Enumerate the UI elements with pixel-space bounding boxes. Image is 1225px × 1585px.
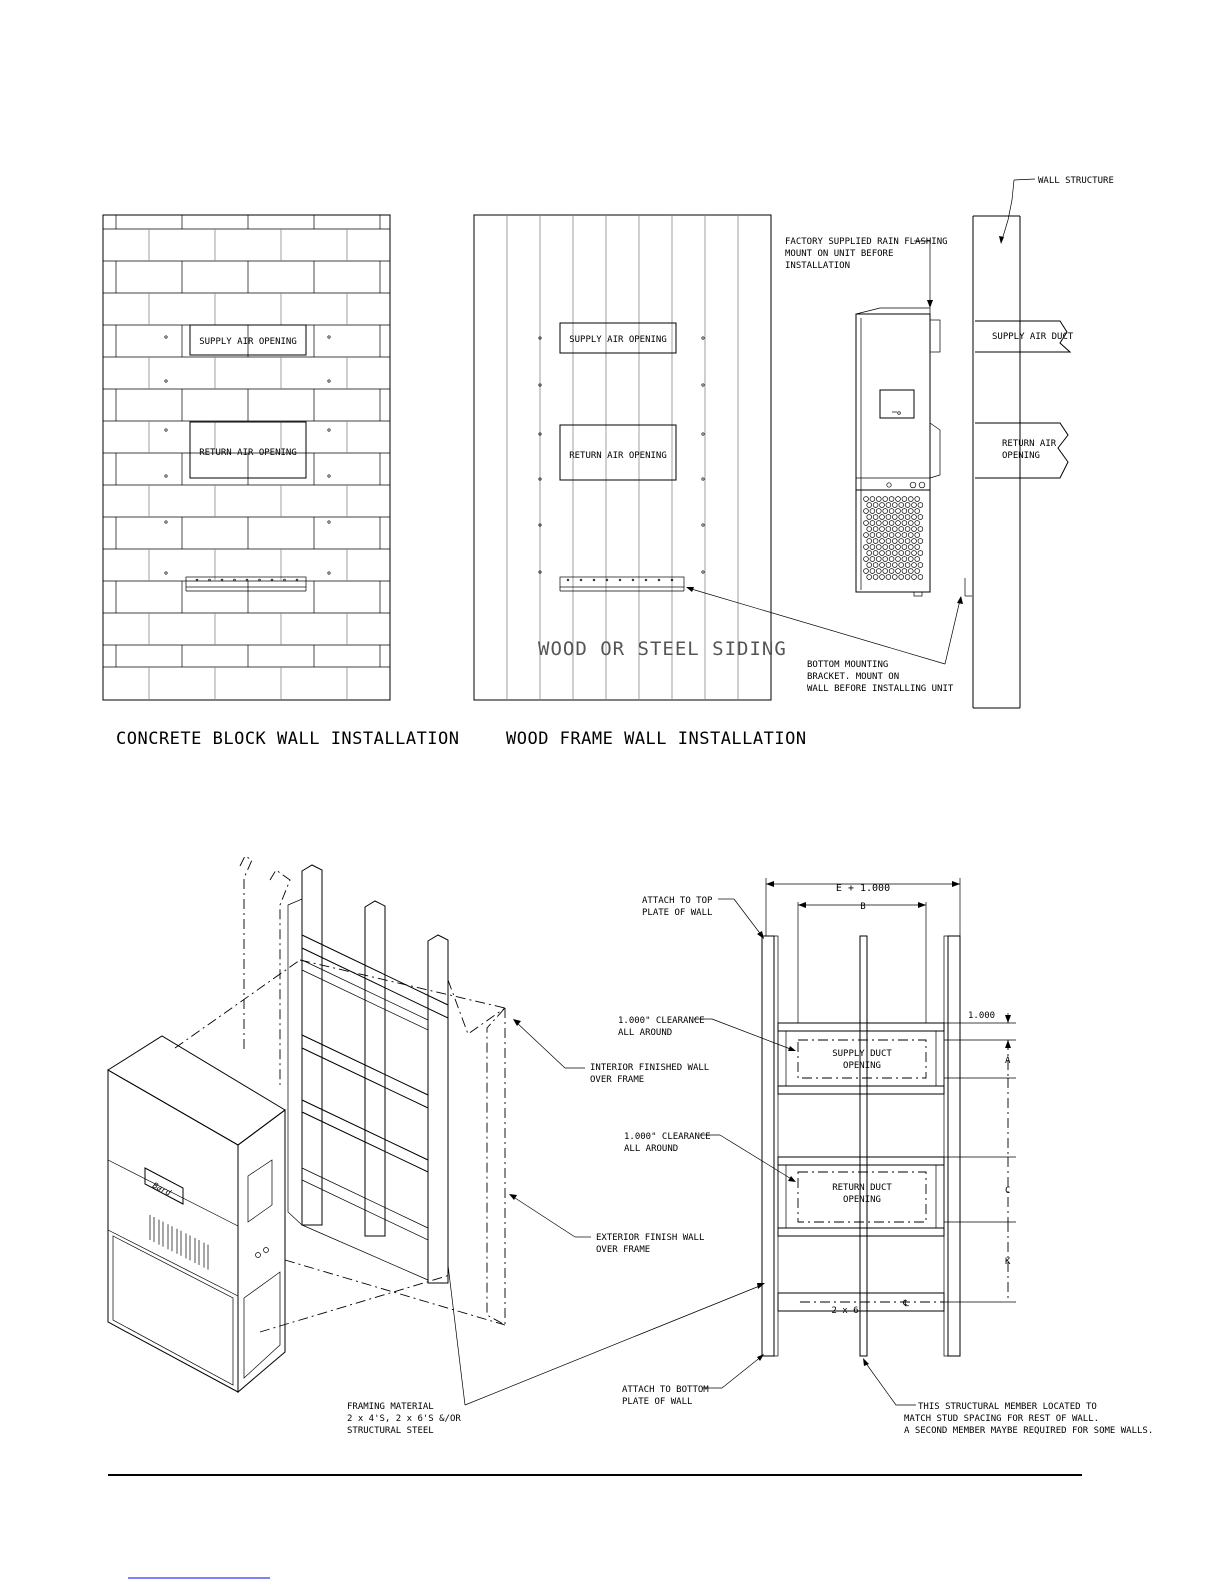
siding-supply-label: SUPPLY AIR OPENING (569, 335, 667, 345)
siding-label: WOOD OR STEEL SIDING (538, 638, 787, 660)
clearance-2-line-1: 1.000" CLEARANCE (624, 1132, 711, 1142)
interior-wall-line-2: OVER FRAME (590, 1075, 645, 1085)
concrete-title: CONCRETE BLOCK WALL INSTALLATION (116, 729, 460, 749)
attach-bottom-line-2: PLATE OF WALL (622, 1397, 693, 1407)
dim-c-label: C (1005, 1186, 1011, 1196)
block-return-label: RETURN AIR OPENING (199, 448, 297, 458)
siding-bottom-bracket (560, 577, 684, 591)
block-supply-label: SUPPLY AIR OPENING (199, 337, 297, 347)
dim-1000-label: 1.000 (968, 1011, 996, 1021)
rain-flashing-line-2: MOUNT ON UNIT BEFORE (785, 249, 894, 259)
siding-return-label: RETURN AIR OPENING (569, 451, 667, 461)
bottom-bracket-line-1: BOTTOM MOUNTING (807, 660, 889, 670)
supply-duct-line-2: OPENING (843, 1061, 881, 1071)
wood-title: WOOD FRAME WALL INSTALLATION (506, 729, 807, 749)
bottom-bracket-line-2: BRACKET. MOUNT ON (807, 672, 900, 682)
centerline-symbol: ℄ (903, 1299, 909, 1309)
exterior-wall-line-2: OVER FRAME (596, 1245, 651, 1255)
framing-material-line-3: STRUCTURAL STEEL (347, 1426, 434, 1436)
block-bottom-bracket (186, 577, 306, 591)
supply-air-duct-label: SUPPLY AIR DUCT (992, 332, 1074, 342)
dim-a-label: A (1005, 1056, 1011, 1066)
attach-top-line-1: ATTACH TO TOP (642, 896, 713, 906)
framing-material-line-1: FRAMING MATERIAL (347, 1402, 434, 1412)
dim-k-label: K (1005, 1257, 1011, 1267)
return-air-side-line-1: RETURN AIR (1002, 439, 1057, 449)
supply-duct-line-1: SUPPLY DUCT (832, 1049, 892, 1059)
dim-b-label: B (860, 902, 866, 912)
bottom-bracket-line-3: WALL BEFORE INSTALLING UNIT (807, 684, 954, 694)
clearance-1-line-1: 1.000" CLEARANCE (618, 1016, 705, 1026)
attach-top-line-2: PLATE OF WALL (642, 908, 713, 918)
framing-material-line-2: 2 x 4'S, 2 x 6'S &/OR (347, 1414, 461, 1424)
wall-structure-label: WALL STRUCTURE (1038, 176, 1114, 186)
clearance-1-line-2: ALL AROUND (618, 1028, 673, 1038)
side-view (856, 216, 1070, 708)
return-duct-line-2: OPENING (843, 1195, 881, 1205)
interior-wall-line-1: INTERIOR FINISHED WALL (590, 1063, 710, 1073)
exterior-wall-line-1: EXTERIOR FINISH WALL (596, 1233, 705, 1243)
rain-flashing-line-3: INSTALLATION (785, 261, 851, 271)
unit-side-grille (864, 497, 923, 580)
return-air-side-line-2: OPENING (1002, 451, 1040, 461)
clearance-2-line-2: ALL AROUND (624, 1144, 679, 1154)
framing-elevation (762, 878, 1016, 1356)
dim-e-label: E + 1.000 (835, 883, 891, 894)
two-by-six-label: 2 x 6 (831, 1306, 859, 1316)
structural-member-line-2: MATCH STUD SPACING FOR REST OF WALL. (904, 1414, 1100, 1424)
structural-member-line-1: THIS STRUCTURAL MEMBER LOCATED TO (918, 1402, 1097, 1412)
structural-member-line-3: A SECOND MEMBER MAYBE REQUIRED FOR SOME WALLS. (904, 1426, 1154, 1436)
isometric-assembly (108, 856, 505, 1392)
attach-bottom-line-1: ATTACH TO BOTTOM (622, 1385, 709, 1395)
return-duct-line-1: RETURN DUCT (832, 1183, 892, 1193)
rain-flashing-line-1: FACTORY SUPPLIED RAIN FLASHING (785, 237, 948, 247)
svg-text:Bard: Bard (151, 1180, 173, 1198)
